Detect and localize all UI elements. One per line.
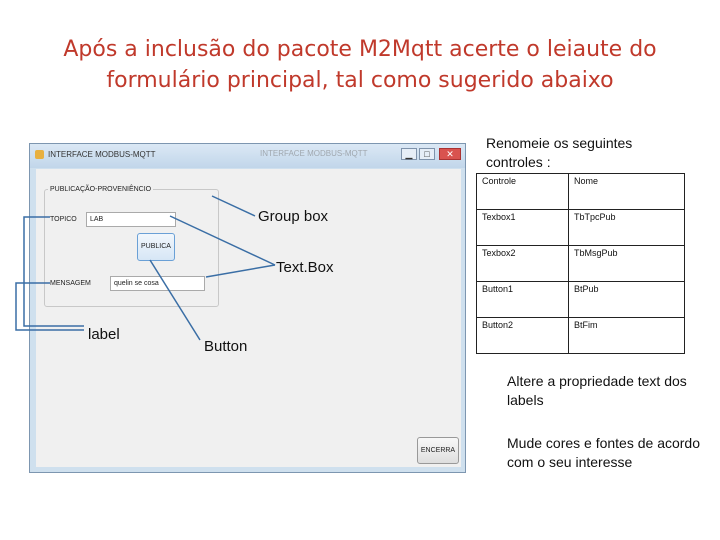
textbox-annotation: Text.Box	[276, 259, 334, 276]
cell-control: Button2	[477, 318, 569, 354]
publish-button[interactable]: PUBLICA	[137, 233, 175, 261]
cell-control: Button1	[477, 282, 569, 318]
groupbox-label: PUBLICAÇÃO-PROVENIÊNCIO	[50, 186, 152, 193]
cell-name: TbMsgPub	[569, 246, 685, 282]
topic-textbox[interactable]: LAB	[86, 212, 176, 227]
rename-instruction: Renomeie os seguintes controles :	[486, 135, 633, 170]
groupbox-annotation: Group box	[258, 208, 329, 225]
header-nome: Nome	[569, 174, 685, 210]
table-header-row	[477, 174, 685, 210]
slide-title: Após a inclusão do pacote M2Mqtt acerte o leiaute do formulário principal, tal como sugerido abaixo	[63, 37, 657, 93]
window-title-ghost: INTERFACE MODBUS-MQTT	[260, 149, 368, 158]
labels-note: Altere a propriedade text dos labels	[507, 373, 687, 408]
cell-name: BtFim	[569, 318, 685, 354]
cell-name: TbTpcPub	[569, 210, 685, 246]
form-window	[29, 143, 466, 473]
message-textbox[interactable]: quelin se cosa	[110, 276, 205, 291]
minimize-button[interactable]: ▁	[401, 148, 417, 160]
window-titlebar	[30, 144, 465, 168]
header-controle: Controle	[477, 174, 569, 210]
app-icon	[35, 150, 44, 159]
table-row	[477, 210, 685, 246]
rename-table	[476, 173, 685, 354]
cell-control: Texbox2	[477, 246, 569, 282]
colors-note: Mude cores e fontes de acordo com o seu interesse	[507, 435, 701, 470]
topico-label: TOPICO	[50, 216, 77, 223]
label-annotation: label	[88, 326, 120, 343]
finish-button[interactable]: ENCERRA	[417, 437, 459, 464]
form-client-area	[36, 169, 461, 467]
mensagem-label: MENSAGEM	[50, 280, 91, 287]
table-row	[477, 282, 685, 318]
table-row	[477, 246, 685, 282]
button-annotation: Button	[204, 338, 248, 355]
maximize-button[interactable]: □	[419, 148, 435, 160]
cell-name: BtPub	[569, 282, 685, 318]
table-row	[477, 318, 685, 354]
close-button[interactable]: ✕	[439, 148, 461, 160]
cell-control: Texbox1	[477, 210, 569, 246]
window-title: INTERFACE MODBUS-MQTT	[48, 150, 156, 159]
